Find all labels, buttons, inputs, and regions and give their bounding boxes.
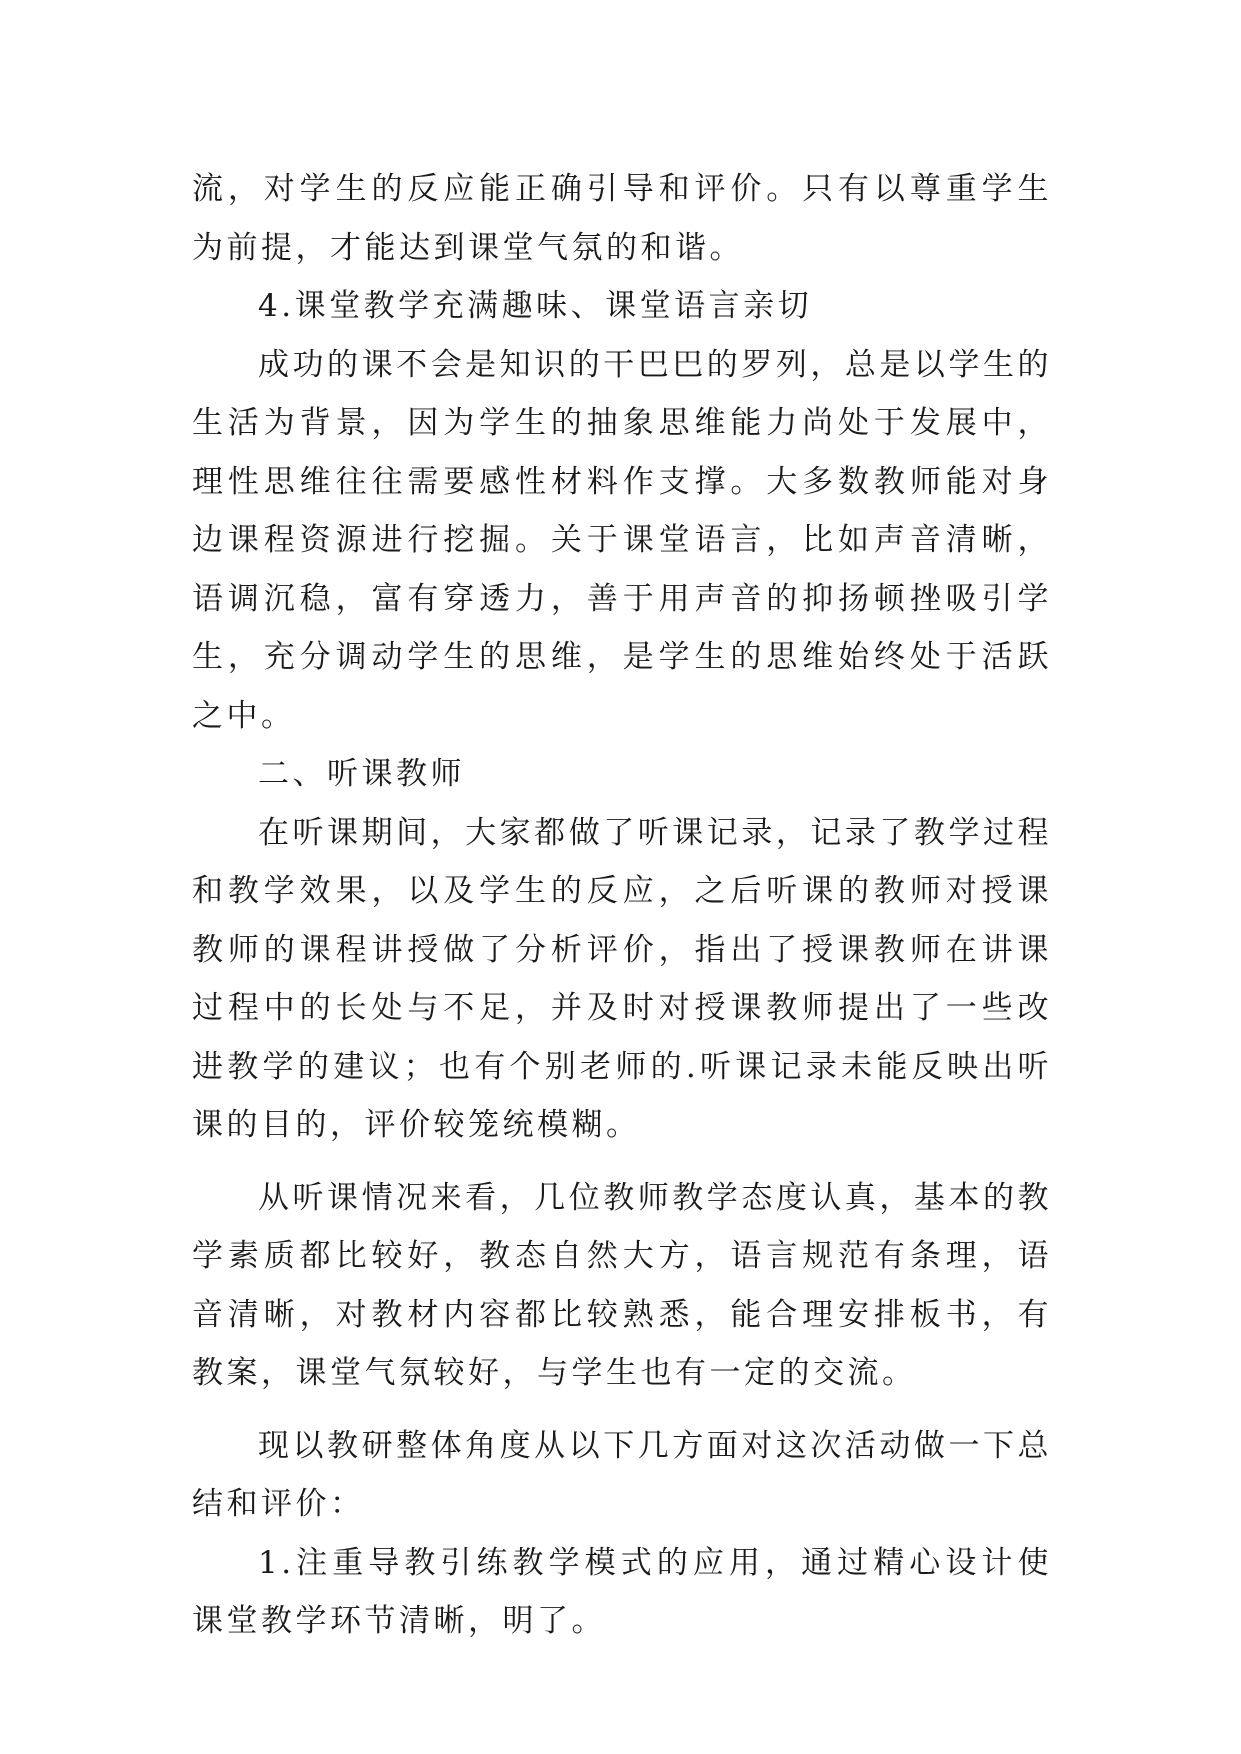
section-heading-listening-teachers: 二、听课教师 [258,756,465,792]
paragraph-listening-records: 在听课期间，大家都做了听课记录，记录了教学过程和教学效果，以及学生的反应，之后听课的教师对授课教师的课程讲授做了分析评价，指出了授课教师在讲课过程中的长处与不足，并及时对授课教师提出了一些改进教学的建议；也有个别老师的.听课记录未能反映出听课的目的，评价较笼统模糊。 [192,814,1052,1143]
paragraph-summary-intro: 现以教研整体角度从以下几方面对这次活动做一下总结和评价： [192,1427,1052,1522]
document-body [192,160,1052,1651]
paragraph-successful-lesson: 成功的课不会是知识的干巴巴的罗列，总是以学生的生活为背景，因为学生的抽象思维能力尚处于发展中，理性思维往往需要感性材料作支撑。大多数教师能对身边课程资源进行挖掘。关于课堂语言，比如声音清晰，语调沉稳，富有穿透力，善于用声音的抑扬顿挫吸引学生，充分调动学生的思维，是学生的思维始终处于活跃之中。 [192,346,1052,734]
paragraph-listening-situation: 从听课情况来看，几位教师教学态度认真，基本的教学素质都比较好，教态自然大方，语言规范有条理，语音清晰，对教材内容都比较熟悉，能合理安排板书，有教案，课堂气氛较好，与学生也有一定的交流。 [192,1179,1052,1391]
section-heading-classroom-language: 4.课堂教学充满趣味、课堂语言亲切 [258,288,813,324]
list-item-teaching-mode: 1.注重导教引练教学模式的应用，通过精心设计使课堂教学环节清晰，明了。 [192,1544,1052,1639]
paragraph-continuation: 流，对学生的反应能正确引导和评价。只有以尊重学生为前提，才能达到课堂气氛的和谐。 [192,171,1052,266]
